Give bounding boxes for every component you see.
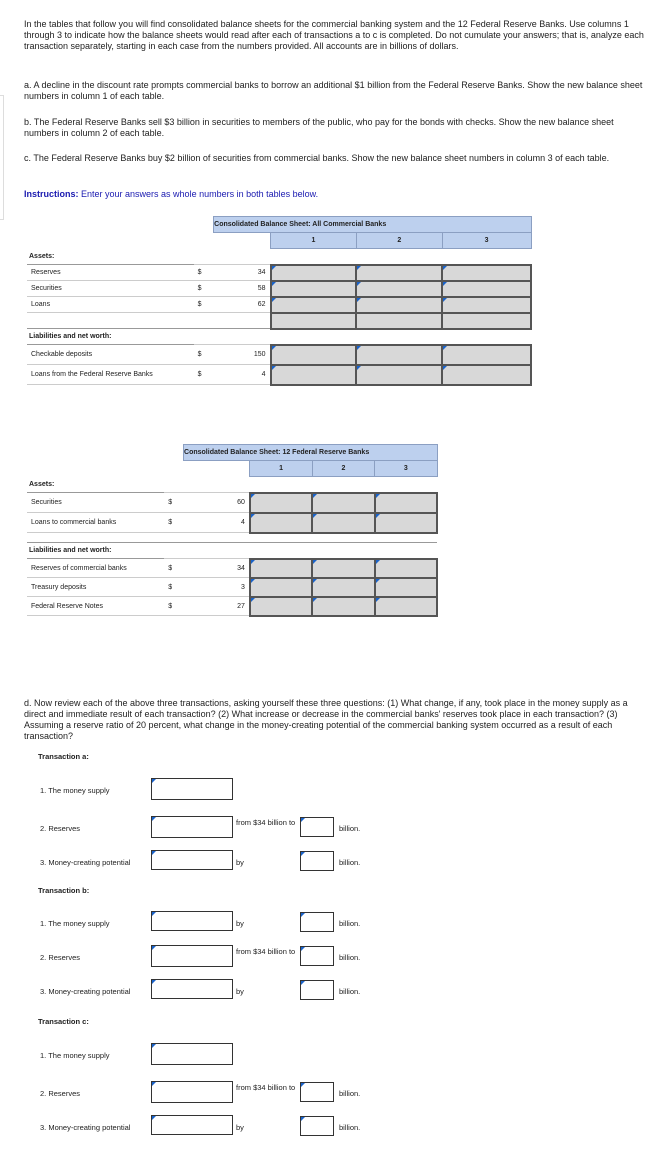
left-edge-tab: [0, 95, 4, 220]
table1-row-value: 4: [214, 365, 271, 385]
transaction-c-potential-input[interactable]: [300, 1116, 334, 1136]
part-d-text: d. Now review each of the above three transactions, asking yourself these three questions: (1) What change, if any, took place in the money supply as a direct and immediate result of each transaction? (2) What increase or decrease in the commercial banks' reserves took place in each transaction? (3) Assuming a reserve ratio of 20 percent, what change in the money-creating potential of the commercial banking system occurred as a result of each transaction?: [24, 698, 628, 741]
reserves-from-text: from $34 billion to: [236, 947, 296, 956]
billion-text: billion.: [339, 1123, 361, 1132]
table1-total-col1: [271, 313, 357, 329]
transaction-a-reserves-row: [0, 816, 652, 840]
transaction-b-potential-select[interactable]: [151, 979, 233, 999]
table2-row-label: Treasury deposits: [27, 578, 164, 597]
reserves-from-text: from $34 billion to: [236, 818, 296, 827]
dollar-sign: $: [164, 597, 183, 616]
federal-reserve-balance-sheet: [27, 444, 438, 617]
transaction-b-reserves-input[interactable]: [300, 946, 334, 966]
table1-liab-heading: Liabilities and net worth:: [27, 329, 194, 345]
transaction-c-reserves-select[interactable]: [151, 1081, 233, 1103]
transaction-b-potential-input[interactable]: [300, 980, 334, 1000]
table1-col-2: 2: [356, 233, 442, 249]
table1-fedloans-col2-input[interactable]: [356, 365, 442, 385]
table2-col-3: 3: [375, 461, 437, 477]
dollar-sign: $: [194, 345, 214, 365]
by-text: by: [236, 919, 244, 928]
table1-loans-col1-input[interactable]: [271, 297, 357, 313]
table1-col-3: 3: [442, 233, 531, 249]
transaction-a-reserves-input[interactable]: [300, 817, 334, 837]
dollar-sign: $: [164, 578, 183, 597]
transaction-a-money-row: [0, 778, 652, 802]
billion-text: billion.: [339, 1089, 361, 1098]
transaction-a-potential-select[interactable]: [151, 850, 233, 870]
potential-label: 3. Money-creating potential: [40, 1123, 131, 1132]
table1-row-value: 58: [214, 281, 271, 297]
billion-text: billion.: [339, 919, 361, 928]
table2-reserves-col2-input[interactable]: [312, 559, 374, 578]
transaction-c-money-select[interactable]: [151, 1043, 233, 1065]
reserves-label: 2. Reserves: [40, 824, 81, 833]
transaction-a-potential-input[interactable]: [300, 851, 334, 871]
transaction-b-money-row: [0, 911, 652, 935]
billion-text: billion.: [339, 824, 361, 833]
transaction-c-reserves-row: [0, 1081, 652, 1105]
table1-col-1: 1: [271, 233, 357, 249]
transaction-c-potential-row: [0, 1115, 652, 1139]
table2-title: Consolidated Balance Sheet: 12 Federal Reserve Banks: [184, 445, 437, 461]
table2-col-2: 2: [312, 461, 374, 477]
dollar-sign: $: [194, 281, 214, 297]
instructions-text: Enter your answers as whole numbers in both tables below.: [78, 189, 319, 199]
transaction-a-reserves-select[interactable]: [151, 816, 233, 838]
table2-row-value: 3: [184, 578, 250, 597]
table2-assets-heading: Assets:: [27, 477, 164, 493]
transaction-a-potential-row: [0, 850, 652, 874]
table1-row-label: Checkable deposits: [27, 345, 194, 365]
billion-text: billion.: [339, 987, 361, 996]
transaction-b-potential-row: [0, 979, 652, 1003]
table2-loans-col2-input[interactable]: [312, 513, 374, 533]
reserves-from-text: from $34 billion to: [236, 1083, 296, 1092]
instructions-label: Instructions:: [24, 189, 79, 199]
dollar-sign: $: [164, 559, 183, 578]
dollar-sign: $: [164, 513, 183, 533]
money-supply-label: 1. The money supply: [40, 786, 110, 795]
transaction-b-money-input[interactable]: [300, 912, 334, 932]
table1-checkable-col3-input[interactable]: [442, 345, 531, 365]
table2-notes-col3-input[interactable]: [375, 597, 437, 616]
table1-row-label: Loans: [27, 297, 194, 313]
table1-reserves-col1-input[interactable]: [271, 265, 357, 281]
table1-total-col2: [356, 313, 442, 329]
dollar-sign: $: [194, 297, 214, 313]
table1-checkable-col2-input[interactable]: [356, 345, 442, 365]
table2-liab-heading: Liabilities and net worth:: [27, 543, 164, 559]
table2-row-value: 60: [184, 493, 250, 513]
table2-notes-col1-input[interactable]: [250, 597, 312, 616]
transaction-a-money-select[interactable]: [151, 778, 233, 800]
table2-row-value: 34: [184, 559, 250, 578]
table1-fedloans-col3-input[interactable]: [442, 365, 531, 385]
intro-paragraph: In the tables that follow you will find consolidated balance sheets for the commercial banking system and the 12 Federal Reserve Banks. Use columns 1 through 3 to indicate how the balance sheets would read after each of transactions a to c is completed. Do not cumulate your answers; that is, analyze each transaction separately, starting in each case from the numbers provided. All accounts are in billions of dollars.: [24, 19, 644, 51]
table1-row-value: 34: [214, 265, 271, 281]
money-supply-label: 1. The money supply: [40, 1051, 110, 1060]
table2-notes-col2-input[interactable]: [312, 597, 374, 616]
dollar-sign: $: [194, 365, 214, 385]
potential-label: 3. Money-creating potential: [40, 858, 131, 867]
instructions: [24, 189, 646, 200]
table1-row-value: 150: [214, 345, 271, 365]
table2-reserves-col1-input[interactable]: [250, 559, 312, 578]
table2-treasury-col3-input[interactable]: [375, 578, 437, 597]
transaction-b-label: Transaction b:: [38, 886, 90, 895]
table2-row-label: Loans to commercial banks: [27, 513, 164, 533]
billion-text: billion.: [339, 858, 361, 867]
table1-total-col3: [442, 313, 531, 329]
part-b-text: b. The Federal Reserve Banks sell $3 billion in securities to members of the public, who pay for the bonds with checks. Show the new balance sheet numbers in column 2 of each table.: [24, 117, 614, 138]
table1-loans-col2-input[interactable]: [356, 297, 442, 313]
reserves-label: 2. Reserves: [40, 953, 81, 962]
table1-title: Consolidated Balance Sheet: All Commercial Banks: [214, 217, 531, 233]
part-c-text: c. The Federal Reserve Banks buy $2 billion of securities from commercial banks. Show the new balance sheet numbers in column 3 of each table.: [24, 153, 610, 163]
table1-checkable-col1-input[interactable]: [271, 345, 357, 365]
billion-text: billion.: [339, 953, 361, 962]
table2-row-value: 4: [184, 513, 250, 533]
by-text: by: [236, 858, 244, 867]
transaction-b-reserves-row: [0, 945, 652, 969]
commercial-banks-balance-sheet: [27, 216, 532, 386]
table2-row-value: 27: [184, 597, 250, 616]
table1-row-label: Reserves: [27, 265, 194, 281]
table2-loans-col3-input[interactable]: [375, 513, 437, 533]
table2-loans-col1-input[interactable]: [250, 513, 312, 533]
by-text: by: [236, 987, 244, 996]
table1-securities-col3-input[interactable]: [442, 281, 531, 297]
table1-securities-col1-input[interactable]: [271, 281, 357, 297]
dollar-sign: $: [194, 265, 214, 281]
table2-reserves-col3-input[interactable]: [375, 559, 437, 578]
table2-row-label: Securities: [27, 493, 164, 513]
table2-securities-col1-input[interactable]: [250, 493, 312, 513]
table1-row-label: Securities: [27, 281, 194, 297]
table1-fedloans-col1-input[interactable]: [271, 365, 357, 385]
table2-row-label: Federal Reserve Notes: [27, 597, 164, 616]
table2-row-label: Reserves of commercial banks: [27, 559, 164, 578]
table1-row-label: Loans from the Federal Reserve Banks: [27, 365, 194, 385]
transaction-c-label: Transaction c:: [38, 1017, 89, 1026]
table2-securities-col3-input[interactable]: [375, 493, 437, 513]
table2-treasury-col1-input[interactable]: [250, 578, 312, 597]
by-text: by: [236, 1123, 244, 1132]
table1-reserves-col2-input[interactable]: [356, 265, 442, 281]
table2-treasury-col2-input[interactable]: [312, 578, 374, 597]
transaction-c-reserves-input[interactable]: [300, 1082, 334, 1102]
transaction-c-money-row: [0, 1043, 652, 1067]
table1-assets-heading: Assets:: [27, 249, 194, 265]
table2-securities-col2-input[interactable]: [312, 493, 374, 513]
transaction-b-money-select[interactable]: [151, 911, 233, 931]
part-a-text: a. A decline in the discount rate prompts commercial banks to borrow an additional $1 billion from the Federal Reserve Banks. Show the new balance sheet numbers in column 1 of each table.: [24, 80, 643, 101]
transaction-a-label: Transaction a:: [38, 752, 89, 761]
transaction-b-reserves-select[interactable]: [151, 945, 233, 967]
table2-col-1: 1: [250, 461, 312, 477]
table1-loans-col3-input[interactable]: [442, 297, 531, 313]
transaction-c-potential-select[interactable]: [151, 1115, 233, 1135]
table1-row-value: 62: [214, 297, 271, 313]
dollar-sign: $: [164, 493, 183, 513]
table1-securities-col2-input[interactable]: [356, 281, 442, 297]
table1-reserves-col3-input[interactable]: [442, 265, 531, 281]
money-supply-label: 1. The money supply: [40, 919, 110, 928]
reserves-label: 2. Reserves: [40, 1089, 81, 1098]
potential-label: 3. Money-creating potential: [40, 987, 131, 996]
